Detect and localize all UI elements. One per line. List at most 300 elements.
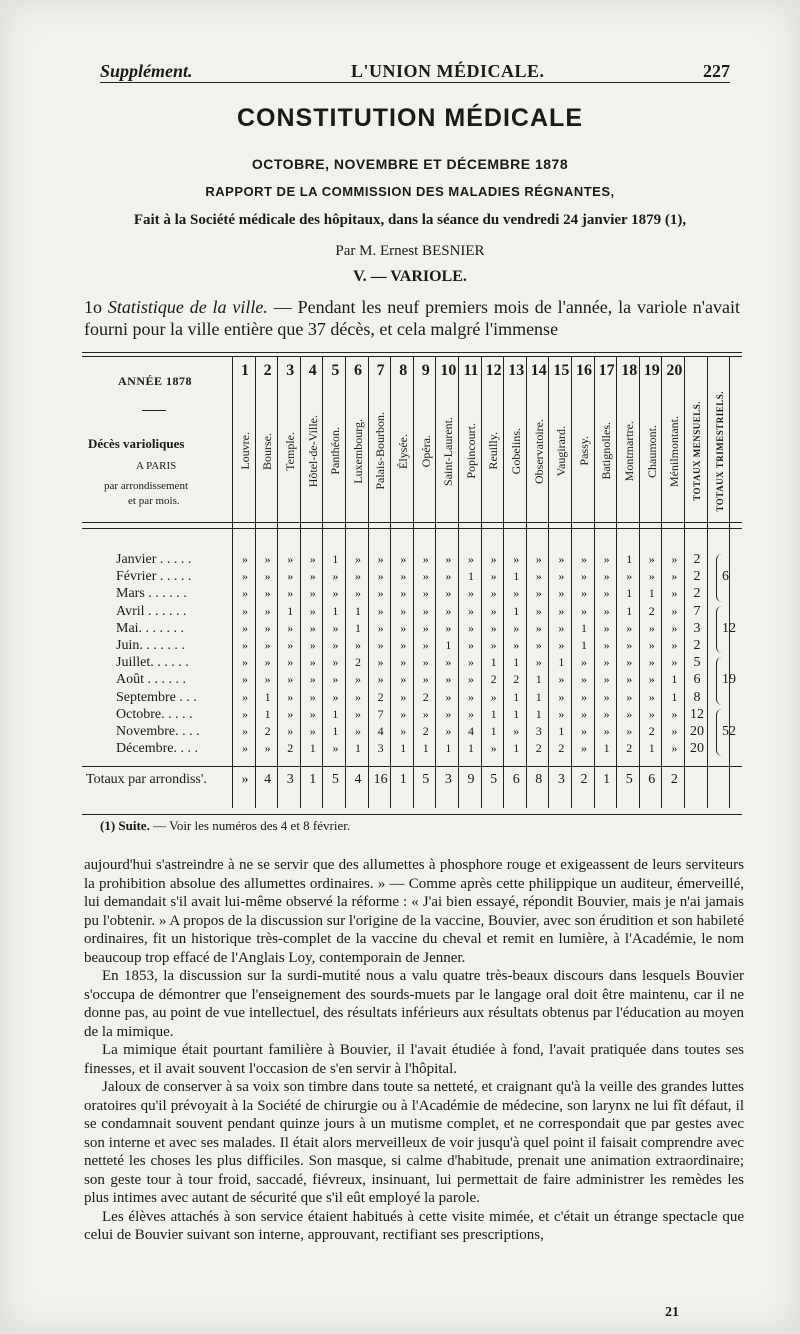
- column-total: 5: [422, 772, 430, 788]
- table-cell: »: [264, 741, 271, 756]
- table-cell: 3: [535, 724, 542, 738]
- table-cell: »: [422, 603, 429, 618]
- table-cell: »: [355, 689, 361, 704]
- column-number: 4: [308, 362, 317, 379]
- table-cell: »: [377, 672, 384, 687]
- table-year-label: ANNÉE 1878: [118, 374, 193, 388]
- paragraph: La mimique était pourtant familière à Bouvier, il l'avait étudiée à fond, l'avait pratiquée dans toutes ses finesses, et il avait souvent l'occasion de s'en servir à l'hôpital.: [84, 1042, 744, 1077]
- session-line: Fait à la Société médicale des hôpitaux, dans la séance du vendredi 24 janvier 1879 (1),: [133, 212, 687, 228]
- table-cell: »: [558, 689, 565, 704]
- table-cell: 1: [264, 689, 271, 704]
- table-cell: »: [468, 655, 474, 670]
- table-cell: 4: [377, 724, 384, 738]
- intro-paragraph: [84, 296, 740, 340]
- table-cell: »: [581, 586, 587, 601]
- table-cell: »: [242, 724, 248, 738]
- table-cell: »: [422, 552, 429, 566]
- column-name: [505, 388, 528, 514]
- table-cell: »: [264, 638, 271, 652]
- month-label: Avril . . . . . .: [116, 603, 187, 619]
- table-cell: »: [626, 655, 633, 670]
- column-total: »: [241, 772, 249, 788]
- table-cell: 2: [626, 741, 633, 756]
- table-deces-label: Décès varioliques: [88, 436, 185, 451]
- table-cell: »: [671, 603, 678, 618]
- table-cell: »: [242, 603, 248, 618]
- monthly-total: 2: [693, 569, 701, 585]
- table-cell: 1: [445, 638, 452, 652]
- table-cell: »: [581, 603, 587, 618]
- table-cell: »: [671, 552, 678, 566]
- table-cell: »: [603, 706, 610, 721]
- table-cell: »: [626, 689, 633, 704]
- table-cell: 2: [422, 689, 429, 704]
- table-cell: »: [377, 586, 384, 601]
- table-cell: 1: [400, 741, 407, 756]
- table-cell: »: [648, 655, 655, 670]
- table-cell: »: [332, 638, 339, 652]
- table-cell: 3: [377, 741, 384, 756]
- table-cell: »: [581, 689, 587, 704]
- table-cell: »: [445, 603, 452, 618]
- table-cell: »: [671, 706, 678, 721]
- paragraph: En 1853, la discussion sur la surdi-mutité nous a valu quatre très-beaux discours dans lesquels Bouvier s'occupa de démontrer que l'enseignement des sourds-muets par le langage oral doit être maintenu, car il ne donne pas, au point de vue intellectuel, des résultats inférieurs aux résultats obtenus par l'éducation au moyen de la mimique.: [84, 968, 744, 1040]
- table-cell: »: [581, 569, 587, 584]
- table-cell: »: [603, 638, 610, 652]
- table-cell: 1: [422, 741, 429, 756]
- month-label: Juin. . . . . . .: [116, 638, 185, 653]
- column-number: 14: [530, 362, 547, 379]
- monthly-total: 2: [693, 586, 701, 602]
- monthly-total: 3: [693, 620, 701, 636]
- table-cell: »: [671, 724, 678, 738]
- table-cell: »: [468, 638, 474, 652]
- month-label: Août . . . . . .: [116, 672, 186, 688]
- totals-label: Totaux par arrondiss'.: [86, 772, 207, 788]
- column-name: [279, 388, 302, 514]
- table-cell: »: [400, 638, 407, 652]
- column-name: [370, 388, 393, 514]
- monthly-total: 6: [693, 672, 701, 688]
- monthly-total: 8: [693, 689, 701, 705]
- table-cell: »: [513, 552, 520, 566]
- table-cell: »: [490, 741, 497, 756]
- month-label: Juillet. . . . . .: [116, 655, 189, 671]
- paragraph: Jaloux de conserver à sa voix son timbre dans toute sa netteté, et craignant qu'à la veille des grandes luttes oratoires qu'il prévoyait à la Société de chirurgie ou à l'Académie de médecine, son larynx ne lui fît défaut, il se condamnait souvent pendant quinze jours à un mutisme complet, et ne correspondait que par gestes avec son interne et avec ses malades. Il était alors merveilleux de voir jusqu'à quel point il faisait comprendre avec netteté les choses les plus difficiles. Son masque, si calme d'habitude, prenait une animation extraordinaire; son geste tour à tour froid, saccadé, fiévreux, insinuant, lui permettait de faire administrer les remèdes les plus intimes avec autant de sécurité que s'il eût employé la parole.: [84, 1079, 744, 1206]
- table-cell: »: [581, 552, 587, 566]
- table-cell: 1: [355, 741, 361, 756]
- column-name: [460, 388, 483, 514]
- column-name: [528, 388, 551, 514]
- table-cell: 1: [513, 741, 520, 756]
- table-cell: »: [648, 620, 655, 635]
- table-cell: »: [287, 638, 294, 652]
- table-month-label: et par mois.: [128, 495, 180, 507]
- table-cell: »: [490, 620, 497, 635]
- table-cell: »: [332, 569, 339, 584]
- table-cell: »: [332, 689, 339, 704]
- table-cell: 1: [535, 672, 542, 687]
- signature-mark: 21: [665, 1305, 679, 1320]
- table-cell: »: [422, 672, 429, 687]
- month-label: Décembre. . . .: [116, 741, 199, 757]
- monthly-total: 5: [693, 655, 701, 671]
- column-name-text: Montmartre.: [621, 420, 636, 482]
- table-cell: »: [445, 706, 452, 721]
- footnote-text: — Voir les numéros des 4 et 8 février.: [149, 818, 351, 833]
- table-cell: »: [355, 552, 361, 566]
- table-cell: »: [422, 638, 429, 652]
- table-cell: »: [603, 586, 610, 601]
- table-cell: »: [287, 724, 294, 738]
- table-cell: »: [581, 672, 587, 687]
- month-label: Septembre . . .: [116, 689, 197, 705]
- table-cell: »: [287, 706, 294, 721]
- month-label: Janvier . . . . .: [116, 552, 192, 567]
- totals-column-text: TOTAUX TRIMESTRIELS.: [714, 390, 725, 512]
- table-cell: »: [445, 672, 452, 687]
- table-cell: 1: [603, 741, 610, 756]
- column-name: [663, 388, 686, 514]
- table-cell: »: [445, 620, 452, 635]
- column-name-text: Popincourt.: [463, 423, 478, 479]
- table-cell: »: [287, 672, 294, 687]
- table-cell: »: [671, 586, 678, 601]
- column-number: 7: [376, 362, 385, 379]
- table-cell: »: [355, 706, 361, 721]
- table-cell: »: [400, 552, 407, 566]
- table-cell: »: [287, 620, 294, 635]
- month-label: Octobre. . . . .: [116, 706, 193, 722]
- column-name: [618, 388, 641, 514]
- table-cell: 1: [490, 706, 497, 721]
- column-total: 1: [399, 772, 407, 788]
- column-number: 1: [241, 362, 249, 379]
- table-cell: »: [558, 620, 565, 635]
- section-heading: V. — VARIOLE.: [353, 268, 467, 285]
- table-cell: 1: [626, 552, 633, 566]
- column-number: 6: [354, 362, 362, 379]
- table-cell: »: [535, 603, 542, 618]
- journal-title: L'UNION MÉDICALE.: [350, 61, 545, 81]
- column-total: 5: [625, 772, 633, 788]
- table-arr-label: par arrondissement: [104, 480, 188, 492]
- table-bottom-rule: [82, 814, 742, 815]
- table-cell: 1: [445, 741, 452, 756]
- column-number: 11: [463, 362, 479, 379]
- table-cell: 1: [332, 552, 339, 566]
- table-cell: »: [309, 569, 316, 584]
- table-cell: »: [264, 586, 271, 601]
- table-cell: »: [287, 689, 294, 704]
- column-total: 8: [535, 772, 543, 788]
- table-cell: 2: [558, 741, 565, 756]
- table-cell: »: [626, 706, 633, 721]
- table-cell: 1: [671, 672, 678, 687]
- table-cell: »: [242, 672, 248, 687]
- column-total: 2: [670, 772, 678, 788]
- table-cell: »: [648, 638, 655, 652]
- page-number: 227: [702, 61, 730, 81]
- column-line: [232, 356, 233, 808]
- table-cell: »: [513, 620, 520, 635]
- table-cell: »: [626, 724, 633, 738]
- table-cell: »: [264, 655, 271, 670]
- table-cell: »: [400, 655, 407, 670]
- table-cell: »: [468, 672, 474, 687]
- column-name-text: Palais-Bourbon.: [373, 412, 388, 490]
- table-cell: »: [558, 569, 565, 584]
- table-cell: »: [648, 569, 655, 584]
- table-cell: »: [377, 603, 384, 618]
- table-cell: »: [648, 672, 655, 687]
- table-cell: 1: [535, 706, 542, 721]
- table-cell: »: [671, 741, 678, 756]
- table-cell: »: [422, 569, 429, 584]
- column-number: 15: [553, 362, 570, 379]
- table-cell: »: [422, 655, 429, 670]
- column-name: [415, 388, 438, 514]
- table-cell: »: [671, 569, 678, 584]
- monthly-total: 20: [690, 741, 704, 757]
- table-cell: »: [264, 620, 271, 635]
- table-cell: »: [309, 638, 316, 652]
- table-cell: »: [445, 586, 452, 601]
- table-cell: »: [400, 689, 407, 704]
- table-cell: 1: [626, 603, 633, 618]
- table-cell: »: [355, 724, 361, 738]
- table-cell: 2: [513, 672, 520, 687]
- totals-column-text: TOTAUX MENSUELS.: [692, 401, 703, 501]
- table-cell: »: [603, 603, 610, 618]
- column-name-text: Batignolles.: [599, 422, 614, 480]
- column-total: 3: [557, 772, 565, 788]
- table-cell: 7: [377, 706, 384, 721]
- table-cell: »: [264, 552, 271, 566]
- column-name: [550, 388, 573, 514]
- table-cell: »: [535, 569, 542, 584]
- table-cell: »: [332, 741, 339, 756]
- table-cell: »: [355, 586, 361, 601]
- table-cell: »: [535, 638, 542, 652]
- totals-rule: [82, 766, 742, 767]
- table-cell: 2: [648, 724, 655, 738]
- table-cell: »: [400, 620, 407, 635]
- table-cell: 1: [332, 603, 339, 618]
- table-cell: »: [309, 552, 316, 566]
- monthly-total: 20: [690, 724, 704, 739]
- monthly-total: 2: [693, 552, 701, 567]
- table-cell: »: [445, 569, 452, 584]
- table-cell: »: [626, 638, 633, 652]
- table-cell: »: [535, 655, 542, 670]
- table-cell: 1: [490, 655, 497, 670]
- table-cell: »: [558, 706, 565, 721]
- monthly-total: 7: [693, 603, 701, 619]
- table-cell: 1: [355, 620, 361, 635]
- table-cell: »: [422, 706, 429, 721]
- intro-lead: Statistique de la ville.: [107, 297, 268, 317]
- author-line: Par M. Ernest BESNIER: [335, 243, 485, 259]
- table-cell: »: [309, 603, 316, 618]
- table-cell: »: [242, 706, 248, 721]
- table-cell: »: [603, 655, 610, 670]
- table-cell: »: [490, 689, 497, 704]
- intro-text: — Pendant les neuf premiers mois de l'année, la variole n'avait fourni pour la ville entière que 37 décès, et cela malgré l'immense: [84, 297, 741, 339]
- totals-column-name: [709, 388, 732, 514]
- table-cell: 2: [287, 741, 294, 756]
- footnote: [100, 818, 740, 834]
- table-cell: »: [400, 586, 407, 601]
- report-heading: RAPPORT DE LA COMMISSION DES MALADIES RÉGNANTES,: [205, 184, 615, 199]
- column-name-text: Observatoire.: [531, 418, 546, 484]
- paragraph: Les élèves attachés à son service étaient habitués à cette visite mimée, et c'était un étrange spectacle que celui de Bouvier suivant son interne, approuvant, rectifiant ses prescriptions,: [84, 1208, 744, 1243]
- column-number: 2: [263, 362, 272, 379]
- table-cell: 1: [671, 689, 678, 704]
- column-number: 12: [485, 362, 502, 379]
- table-cell: »: [400, 706, 407, 721]
- period-heading: OCTOBRE, NOVEMBRE ET DÉCEMBRE 1878: [251, 156, 569, 172]
- table-cell: »: [581, 706, 587, 721]
- table-cell: »: [581, 655, 587, 670]
- table-cell: »: [490, 638, 497, 652]
- column-name: [302, 388, 325, 514]
- column-number: 9: [421, 362, 430, 379]
- table-cell: »: [264, 672, 271, 687]
- table-cell: 1: [581, 638, 587, 652]
- table-cell: 1: [535, 689, 542, 704]
- table-cell: »: [468, 689, 474, 704]
- column-name-text: Temple.: [282, 431, 297, 471]
- column-total: 16: [373, 772, 388, 788]
- column-number: 20: [666, 362, 683, 379]
- monthly-total: 2: [693, 638, 701, 653]
- column-number: 13: [508, 362, 525, 379]
- table-cell: »: [287, 586, 294, 601]
- table-cell: »: [377, 638, 384, 652]
- table-cell: »: [490, 586, 497, 601]
- table-cell: »: [264, 603, 271, 618]
- table-cell: »: [558, 586, 565, 601]
- table-cell: »: [377, 655, 384, 670]
- table-cell: »: [558, 672, 565, 687]
- table-cell: »: [400, 672, 407, 687]
- column-number: 5: [331, 362, 340, 379]
- column-number: 10: [440, 362, 457, 379]
- table-cell: »: [626, 569, 633, 584]
- table-cell: 2: [535, 741, 542, 756]
- table-cell: 1: [581, 620, 587, 635]
- table-cell: »: [242, 741, 248, 756]
- table-cell: »: [355, 672, 361, 687]
- table-cell: 2: [648, 603, 655, 618]
- column-total: 5: [331, 772, 339, 788]
- table-dash: [142, 410, 166, 411]
- table-cell: »: [242, 689, 248, 704]
- table-cell: »: [332, 672, 339, 687]
- table-cell: 1: [355, 603, 361, 618]
- table-cell: »: [535, 552, 542, 566]
- table-cell: 2: [377, 689, 384, 704]
- table-cell: »: [422, 586, 429, 601]
- table-cell: »: [648, 689, 655, 704]
- table-cell: 1: [287, 603, 294, 618]
- quarterly-total: 19: [722, 672, 736, 688]
- table-cell: »: [671, 620, 678, 635]
- table-cell: »: [332, 655, 339, 670]
- column-total: 1: [309, 772, 317, 788]
- table-paris-label: A PARIS: [136, 460, 177, 472]
- table-cell: »: [558, 552, 565, 566]
- table-cell: »: [377, 569, 384, 584]
- table-cell: »: [287, 655, 294, 670]
- body-text: [84, 856, 744, 1245]
- column-name-text: Reuilly.: [486, 432, 501, 470]
- table-cell: »: [445, 724, 452, 738]
- column-total: 6: [648, 772, 656, 788]
- table-cell: »: [603, 672, 610, 687]
- column-total: 2: [580, 772, 588, 788]
- column-number: 18: [621, 362, 638, 379]
- column-total: 3: [444, 772, 452, 788]
- table-cell: 1: [513, 655, 520, 670]
- column-total: 3: [286, 772, 294, 788]
- table-cell: 2: [264, 724, 271, 738]
- month-label: Novembre. . . .: [116, 724, 200, 739]
- column-number: 3: [286, 362, 295, 379]
- quarterly-total: 6: [722, 569, 729, 585]
- column-name-text: Chaumont.: [644, 424, 659, 478]
- table-cell: »: [468, 552, 474, 566]
- table-cell: »: [242, 655, 248, 670]
- column-name-text: Ménilmontant.: [667, 415, 682, 487]
- table-cell: 1: [264, 706, 271, 721]
- table-cell: »: [242, 620, 248, 635]
- column-name-text: Hôtel-de-Ville.: [305, 414, 320, 488]
- table-cell: »: [400, 603, 407, 618]
- column-name: [483, 388, 506, 514]
- column-total: 1: [603, 772, 611, 788]
- table-cell: »: [445, 655, 452, 670]
- table-cell: 1: [468, 569, 474, 584]
- table-cell: 1: [558, 724, 565, 738]
- table-cell: 1: [513, 689, 520, 704]
- table-cell: »: [355, 569, 361, 584]
- table-cell: 1: [490, 724, 497, 738]
- table-cell: »: [468, 706, 474, 721]
- table-cell: 1: [513, 706, 520, 721]
- table-cell: »: [287, 552, 294, 566]
- quarterly-total: 12: [722, 620, 736, 636]
- table-cell: »: [626, 620, 633, 635]
- table-cell: »: [558, 603, 565, 618]
- table-cell: »: [242, 638, 248, 652]
- table-cell: »: [603, 569, 610, 584]
- table-cell: »: [309, 706, 316, 721]
- table-cell: 1: [468, 741, 474, 756]
- table-cell: »: [581, 741, 587, 756]
- table-cell: »: [355, 638, 361, 652]
- table-cell: »: [603, 724, 610, 738]
- table-cell: »: [309, 672, 316, 687]
- table-cell: »: [309, 724, 316, 738]
- table-cell: »: [513, 586, 520, 601]
- variola-table: [82, 352, 742, 822]
- table-cell: »: [332, 586, 339, 601]
- table-cell: »: [422, 620, 429, 635]
- paragraph: aujourd'hui s'astreindre à ne se servir que des allumettes à phosphore rouge et exigeassent de leurs serviteurs la prohibition absolue des allumettes ordinaires. » — Comme après cette philippique un auditeur, émerveillé, lui demandait s'il avait lui-même observé la réforme : « J'ai bien essayé, répondit Bouvier, mais je n'ai jamais pu l'obtenir. » A propos de la discussion sur l'origine de la vaccine, Bouvier, avec son érudition et son habileté ordinaires, fit un historique très-complet de la vaccine du cheval et remit en lumière, à l'Académie, le nom beaucoup trop effacé de l'Anglais Loy, contemporain de Jenner.: [84, 857, 744, 966]
- table-top-rule: [82, 352, 742, 353]
